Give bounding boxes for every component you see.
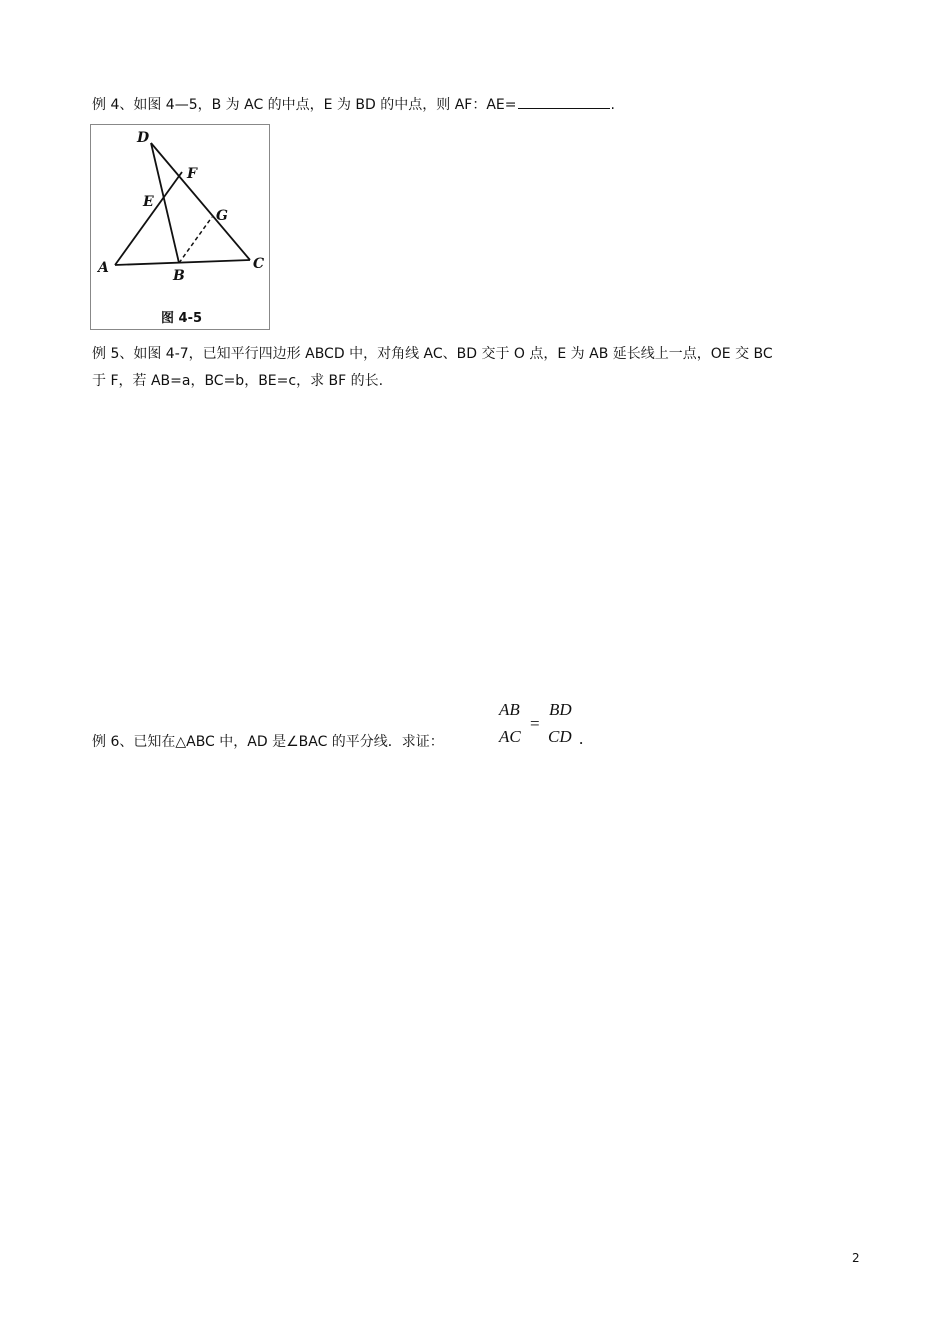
answer-blank[interactable] — [518, 94, 610, 109]
formula-cd: CD — [548, 727, 572, 746]
label-c: C — [253, 256, 265, 272]
example4-text — [92, 94, 615, 115]
label-e: E — [143, 194, 154, 210]
segment-bg-dashed — [179, 217, 212, 263]
segment-dc — [151, 143, 250, 260]
triangle-diagram — [91, 125, 271, 331]
figure-4-5 — [90, 124, 270, 330]
formula-bd: BD — [549, 700, 572, 719]
formula-equals: = — [530, 714, 540, 733]
formula-period: . — [579, 729, 584, 748]
formula-ab: AB — [499, 700, 520, 719]
example5-line2: 于 F，若 AB=a，BC=b，BE=c，求 BF 的长. — [92, 373, 384, 389]
label-a: A — [98, 260, 109, 276]
example4-period: . — [610, 97, 615, 113]
label-d: D — [137, 130, 150, 146]
label-f: F — [187, 166, 197, 182]
label-g: G — [216, 208, 228, 224]
segment-ac — [115, 260, 250, 265]
label-b: B — [173, 268, 185, 284]
segment-af — [115, 172, 182, 265]
page-number: 2 — [852, 1251, 860, 1265]
example6-text: 例 6、已知在△ABC 中，AD 是∠BAC 的平分线．求证： — [92, 734, 444, 750]
formula-ac: AC — [499, 727, 521, 746]
example4-question: 例 4、如图 4—5，B 为 AC 的中点，E 为 BD 的中点，则 AF：AE= — [92, 97, 517, 113]
example5-line1: 例 5、如图 4-7，已知平行四边形 ABCD 中，对角线 AC、BD 交于 O 点，E 为 AB 延长线上一点，OE 交 BC — [92, 346, 773, 362]
segment-db — [151, 143, 179, 263]
figure-caption: 图 4-5 — [161, 311, 203, 326]
